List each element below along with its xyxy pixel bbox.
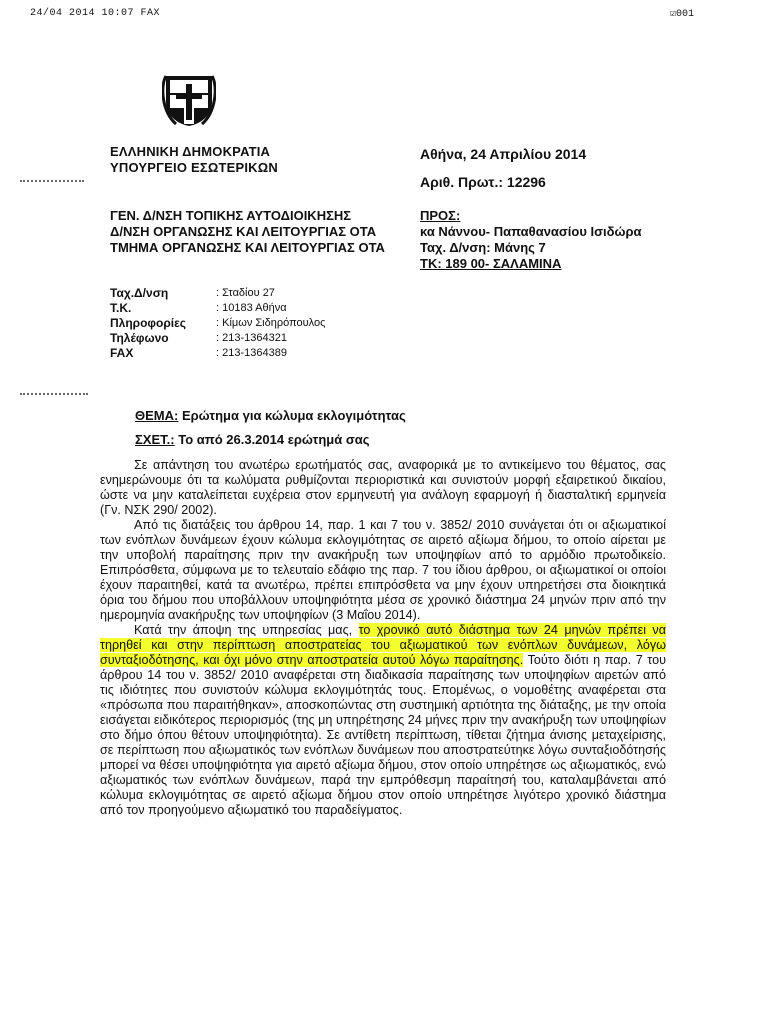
protocol-number: Αριθ. Πρωτ.: 12296 (420, 174, 546, 190)
contact-label: Τ.Κ. (110, 301, 132, 315)
department-line: ΓΕΝ. Δ/ΝΣΗ ΤΟΠΙΚΗΣ ΑΥΤΟΔΙΟΙΚΗΣΗΣ (110, 208, 352, 223)
greek-emblem-icon (162, 72, 216, 128)
recipient-name: κα Νάννου- Παπαθανασίου Ισιδώρα (420, 224, 642, 239)
body-paragraph: Από τις διατάξεις του άρθρου 14, παρ. 1 και 7 του ν. 3852/ 2010 συνάγεται ότι οι αξιωματικοί των ενόπλων δυνάμεων έχουν κώλυμα εκλογιμότητας σε αιρετό αξίωμα δήμου, το οποίο αίρεται με την υποβολή παραίτησης πριν την ανακήρυξη των υποψηφίων από το αρμόδιο πρωτοδικείο. Επιπρόσθετα, σύμφωνα με το τελευταίο εδάφιο της παρ. 7 του ίδιου άρθρου, οι αξιωματικοί οι οποίοι έχουν παραιτηθεί, κατά τα ανωτέρω, πρέπει επιπρόσθετα να μην έχουν υπηρετήσει στα διοικητικά όρια του δήμου που υποβάλλουν υποψηφιότητα μέσα σε χρονικό διάστημα 24 μηνών πριν από την ημερομηνία ανακήρυξης των υποψηφίων (3 Μαΐου 2014). (100, 518, 666, 622)
scan-dots-mid (20, 393, 88, 397)
subject-text: Ερώτημα για κώλυμα εκλογιμότητας (181, 408, 406, 423)
recipient-city: ΤΚ: 189 00- ΣΑΛΑΜΙΝΑ (420, 256, 562, 271)
contact-row (110, 346, 325, 361)
contact-label: FAX (110, 346, 134, 360)
contact-value: : 213-1364389 (216, 347, 287, 359)
document-date: Αθήνα, 24 Απριλίου 2014 (420, 146, 587, 162)
contact-label: Πληροφορίες (110, 316, 187, 330)
subject-line (135, 408, 406, 423)
reference-line (135, 432, 406, 447)
recipient-address: Ταχ. Δ/νση: Μάνης 7 (420, 240, 546, 255)
department-block (110, 208, 385, 256)
reference-text: Το από 26.3.2014 ερώτημά σας (178, 432, 370, 447)
contact-value: : Κίμων Σιδηρόπουλος (216, 317, 326, 329)
contact-row (110, 301, 325, 316)
contact-value: : Σταδίου 27 (216, 287, 275, 299)
subject-block (135, 408, 406, 456)
contact-label: Ταχ.Δ/νση (110, 286, 169, 300)
contact-value: : 213-1364321 (216, 332, 287, 344)
sender-line: ΥΠΟΥΡΓΕΙΟ ΕΣΩΤΕΡΙΚΩΝ (110, 160, 278, 175)
contact-label: Τηλέφωνο (110, 331, 169, 345)
reference-label: ΣΧΕΤ.: (135, 432, 175, 447)
fax-page-number: ☑001 (669, 9, 694, 20)
department-line: Δ/ΝΣΗ ΟΡΓΑΝΩΣΗΣ ΚΑΙ ΛΕΙΤΟΥΡΓΙΑΣ ΟΤΑ (110, 224, 377, 239)
contact-value: : 10183 Αθήνα (216, 302, 287, 314)
department-line: ΤΜΗΜΑ ΟΡΓΑΝΩΣΗΣ ΚΑΙ ΛΕΙΤΟΥΡΓΙΑΣ ΟΤΑ (110, 240, 385, 255)
sender-block (110, 144, 278, 176)
paragraph-text: Κατά την άποψη της υπηρεσίας μας, (134, 623, 359, 637)
contact-row (110, 286, 325, 301)
body-paragraph: Σε απάντηση του ανωτέρω ερωτήματός σας, αναφορικά με το αντικείμενο του θέματος, σας ενημερώνουμε ότι τα κωλύματα ρυθμίζονται περιοριστικά και συνιστούν μορφή εξαιρετικού δικαίου, ώστε να μην καταλείπεται ευχέρεια στον ερμηνευτή για ανάλογη εφαρμογή ή διασταλτική ερμηνεία (Γν. ΝΣΚ 290/ 2002). (100, 458, 666, 517)
scan-dots-top (20, 180, 84, 184)
body-paragraph (100, 623, 666, 818)
highlighted-text: το χρονικό αυτό διάστημα των 24 μηνών πρέπει να τηρηθεί και στην περίπτωση αποστρατείας του αξιωματικού των ενόπλων δυνάμεων, λόγω συνταξιοδότησης, και όχι μόνο στην αποστρατεία αυτού λόγω παραίτησης. (100, 623, 666, 667)
subject-label: ΘΕΜΑ: (135, 408, 179, 423)
fax-header: 24/04 2014 10:07 FAX (30, 8, 161, 19)
contact-info (110, 286, 325, 361)
contact-row (110, 316, 325, 331)
fax-page-icon: ☑ (669, 9, 676, 20)
recipient-block (420, 208, 642, 272)
letter-body (100, 458, 666, 818)
paragraph-text: Τούτο διότι η παρ. 7 του άρθρου 14 του ν. 3852/ 2010 αναφέρεται στη διαδικασία παραίτησης των υποψηφίων αιρετών από τις ιδιότητες που συνιστούν κώλυμα εκλογιμότητάς τους. Επομένως, ο νομοθέτης αναφέρεται στα «πρόσωπα που παραιτήθηκαν», αποσκοπώντας στη συστημική αρτιότητα της διάταξης, με την οποία εισάγεται ειδικότερος περιορισμός (της μη υπηρέτησης 24 μήνες πριν την ανακήρυξη των υποψηφίων στο δήμο όπου θέτουν υποψηφιότητα). Σε αντίθετη περίπτωση, τίθεται ζήτημα άνισης μεταχείρισης, σε περίπτωση που αξιωματικός των ενόπλων δυνάμεων που αποστρατεύτηκε λόγω συνταξιοδότησής μπορεί να θέσει υποψηφιότητα για αιρετό αξίωμα δήμου, στον οποίο υπηρέτησε ως αξιωματικός, ενώ αξιωματικός των ενόπλων δυνάμεων, παρά την εμπρόθεσμη παραίτησή του, καταλαμβάνεται από κώλυμα εκλογιμότητας σε αιρετό αξίωμα δήμου στον οποίο υπηρέτησε λιγότερο χρονικό διάστημα από τον προηγούμενο αξιωματικό του παραδείγματος. (100, 653, 666, 817)
contact-row (110, 331, 325, 346)
recipient-label: ΠΡΟΣ: (420, 208, 461, 223)
sender-line: ΕΛΛΗΝΙΚΗ ΔΗΜΟΚΡΑΤΙΑ (110, 144, 271, 159)
date-block (420, 146, 586, 202)
